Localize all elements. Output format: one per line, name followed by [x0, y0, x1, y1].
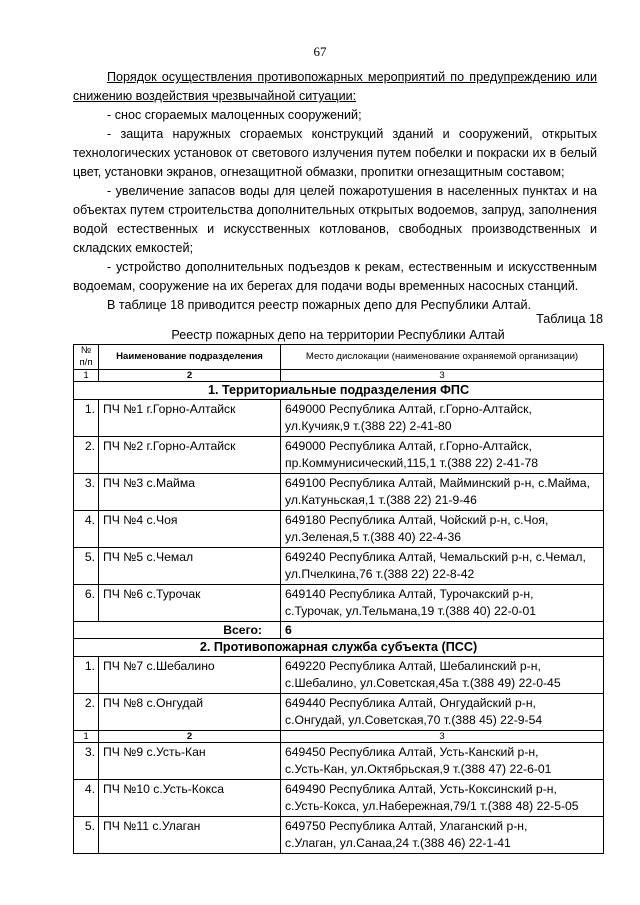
- unit-address: [281, 780, 604, 817]
- unit-name: ПЧ №5 с.Чемал: [99, 548, 281, 585]
- column-number: 2: [99, 731, 281, 743]
- address-line: 649000 Республика Алтай, г.Горно-Алтайск,: [285, 439, 532, 453]
- paragraph-item: - устройство дополнительных подъездов к рекам, естественным и искусственным водоемам, сооружение на их берегах для подачи воды временных насосных станций.: [73, 260, 597, 293]
- column-number: 2: [99, 370, 281, 382]
- fire-depot-registry-table: [73, 344, 604, 854]
- unit-address: [281, 817, 604, 854]
- table-row: [74, 474, 604, 511]
- address-line: с.Онгудай, ул.Советская,70 т.(388 45) 22-9-54: [285, 713, 543, 727]
- address-line: ул.Катуньская,1 т.(388 22) 21-9-46: [285, 493, 477, 507]
- address-line: с.Улаган, ул.Санаа,24 т.(388 46) 22-1-41: [285, 836, 511, 850]
- table-row: [74, 437, 604, 474]
- unit-name: ПЧ №11 с.Улаган: [99, 817, 281, 854]
- unit-address: [281, 743, 604, 780]
- address-line: с.Турочак, ул.Тельмана,19 т.(388 40) 22-0-01: [285, 604, 537, 618]
- column-number: 1: [74, 731, 99, 743]
- address-line: ул.Кучияк,9 т.(388 22) 2-41-80: [285, 419, 452, 433]
- unit-name: ПЧ №8 с.Онгудай: [99, 694, 281, 731]
- address-line: 649450 Республика Алтай, Усть-Канский р-н,: [285, 745, 539, 759]
- table-row: [74, 548, 604, 585]
- address-line: 649180 Республика Алтай, Чойский р-н, с.Чоя,: [285, 513, 549, 527]
- header-num: № п/п: [74, 345, 99, 370]
- table-row: [74, 657, 604, 694]
- unit-name: ПЧ №2 г.Горно-Алтайск: [99, 437, 281, 474]
- section-row: [74, 382, 604, 400]
- table-row: [74, 400, 604, 437]
- section-title: 1. Территориальные подразделения ФПС: [74, 382, 604, 400]
- address-line: 649490 Республика Алтай, Усть-Коксинский р-н,: [285, 782, 557, 796]
- unit-address: [281, 657, 604, 694]
- unit-name: ПЧ №4 с.Чоя: [99, 511, 281, 548]
- address-line: 649000 Республика Алтай, г.Горно-Алтайск,: [285, 402, 532, 416]
- row-number: 6.: [74, 585, 99, 622]
- page-number: 67: [313, 44, 327, 59]
- unit-address: [281, 400, 604, 437]
- unit-name: ПЧ №3 с.Майма: [99, 474, 281, 511]
- unit-name: ПЧ №6 с.Турочак: [99, 585, 281, 622]
- section-title: 2. Противопожарная служба субъекта (ПСС): [74, 639, 604, 657]
- table-header-row: [74, 345, 604, 370]
- table-title: Реестр пожарных депо на территории Республики Алтай: [171, 328, 505, 342]
- address-line: пр.Коммунисический,115,1 т.(388 22) 2-41-78: [285, 456, 539, 470]
- address-line: с.Усть-Кокса, ул.Набережная,79/1 т.(388 48) 22-5-05: [285, 799, 579, 813]
- unit-address: [281, 694, 604, 731]
- paragraph-item: - увеличение запасов воды для целей пожаротушения в населенных пунктах и на объектах путем строительства дополнительных открытых водоемов, запруд, заполнения водой естественных и искусственных котлованов, свободных производственных и складских емкостей;: [73, 184, 597, 255]
- row-number: 3.: [74, 474, 99, 511]
- body-text: [73, 68, 597, 315]
- row-number: 4.: [74, 511, 99, 548]
- paragraph-item: - защита наружных сгораемых конструкций зданий и сооружений, открытых технологических установок от светового излучения путем побелки и покраски их в белый цвет, установки экранов, огнезащитной обмазки, пропитки огнезащитным составом;: [73, 127, 597, 179]
- address-line: с.Усть-Кан, ул.Октябрьская,9 т.(388 47) 22-6-01: [285, 762, 552, 776]
- column-number-row: [74, 731, 604, 743]
- row-number: 5.: [74, 548, 99, 585]
- unit-address: [281, 585, 604, 622]
- table-row: [74, 780, 604, 817]
- paragraph-intro: В таблице 18 приводится реестр пожарных депо для Республики Алтай.: [107, 298, 531, 312]
- address-line: 649100 Республика Алтай, Майминский р-н, с.Майма,: [285, 476, 590, 490]
- table-label: Таблица 18: [536, 312, 603, 326]
- row-number: 4.: [74, 780, 99, 817]
- column-number: 1: [74, 370, 99, 382]
- table-row: [74, 585, 604, 622]
- address-line: ул.Пчелкина,76 т.(388 22) 22-8-42: [285, 567, 475, 581]
- unit-address: [281, 511, 604, 548]
- address-line: 649220 Республика Алтай, Шебалинский р-н,: [285, 659, 541, 673]
- row-number: 1.: [74, 400, 99, 437]
- address-line: 649440 Республика Алтай, Онгудайский р-н,: [285, 696, 536, 710]
- unit-name: ПЧ №1 г.Горно-Алтайск: [99, 400, 281, 437]
- table-row: [74, 817, 604, 854]
- row-number: 2.: [74, 437, 99, 474]
- column-number-row: [74, 370, 604, 382]
- column-number: 3: [281, 370, 604, 382]
- row-number: 3.: [74, 743, 99, 780]
- header-place: Место дислокации (наименование охраняемой организации): [281, 345, 604, 370]
- table-row: [74, 511, 604, 548]
- address-line: 649750 Республика Алтай, Улаганский р-н,: [285, 819, 528, 833]
- paragraph-heading: Порядок осуществления противопожарных мероприятий по предупреждению или снижению воздействия чрезвычайной ситуации:: [73, 70, 597, 103]
- unit-name: ПЧ №9 с.Усть-Кан: [99, 743, 281, 780]
- address-line: 649240 Республика Алтай, Чемальский р-н, с.Чемал,: [285, 550, 586, 564]
- total-value: 6: [281, 622, 604, 639]
- column-number: 3: [281, 731, 604, 743]
- unit-address: [281, 548, 604, 585]
- unit-address: [281, 474, 604, 511]
- address-line: 649140 Республика Алтай, Турочакский р-н,: [285, 587, 534, 601]
- total-row: [74, 622, 604, 639]
- table-row: [74, 694, 604, 731]
- unit-name: ПЧ №10 с.Усть-Кокса: [99, 780, 281, 817]
- header-name: Наименование подразделения: [99, 345, 281, 370]
- total-label: Всего:: [74, 622, 281, 639]
- row-number: 1.: [74, 657, 99, 694]
- section-row: [74, 639, 604, 657]
- row-number: 5.: [74, 817, 99, 854]
- unit-address: [281, 437, 604, 474]
- table-row: [74, 743, 604, 780]
- address-line: ул.Зеленая,5 т.(388 40) 22-4-36: [285, 530, 462, 544]
- unit-name: ПЧ №7 с.Шебалино: [99, 657, 281, 694]
- table-body: [74, 345, 604, 854]
- paragraph-item: - снос сгораемых малоценных сооружений;: [107, 108, 362, 122]
- row-number: 2.: [74, 694, 99, 731]
- address-line: с.Шебалино, ул.Советская,45а т.(388 49) 22-0-45: [285, 676, 561, 690]
